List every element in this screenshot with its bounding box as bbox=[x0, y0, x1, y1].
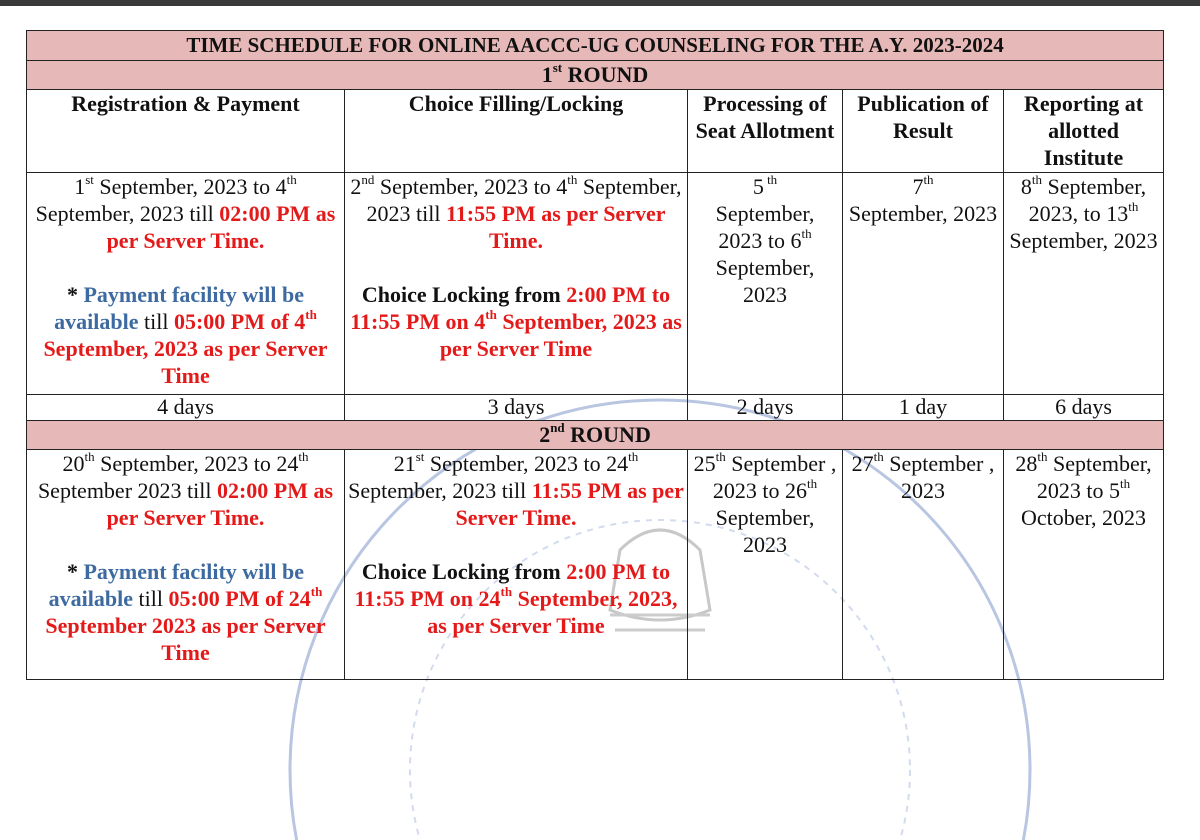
duration-reporting: 6 days bbox=[1004, 395, 1164, 421]
r2-choice-cell: 21st September, 2023 to 24th September, 2023 till 11:55 PM as per Server Time. Choice Locking from 2:00 PM to 11:55 PM on 24th September, 2023, as per Server Time bbox=[345, 450, 688, 680]
column-headers bbox=[27, 90, 1164, 173]
header-choice-filling: Choice Filling/Locking bbox=[345, 90, 688, 173]
r1-choice-cell: 2nd September, 2023 to 4th September, 2023 till 11:55 PM as per Server Time. Choice Locking from 2:00 PM to 11:55 PM on 4th September, 2023 as per Server Time bbox=[345, 173, 688, 395]
header-publication: Publication of Result bbox=[843, 90, 1004, 173]
header-registration: Registration & Payment bbox=[27, 90, 345, 173]
r1-result-cell: 7th September, 2023 bbox=[843, 173, 1004, 395]
duration-registration: 4 days bbox=[27, 395, 345, 421]
table-title: TIME SCHEDULE FOR ONLINE AACCC-UG COUNSELING FOR THE A.Y. 2023-2024 bbox=[27, 31, 1164, 61]
r1-reporting-cell: 8th September, 2023, to 13th September, 2023 bbox=[1004, 173, 1164, 395]
round-1-label: 1st ROUND bbox=[27, 61, 1164, 90]
duration-result: 1 day bbox=[843, 395, 1004, 421]
duration-choice: 3 days bbox=[345, 395, 688, 421]
header-processing: Processing of Seat Allotment bbox=[688, 90, 843, 173]
round-2-row bbox=[27, 450, 1164, 680]
r2-processing-cell: 25th September , 2023 to 26th September, 2023 bbox=[688, 450, 843, 680]
header-reporting: Reporting at allotted Institute bbox=[1004, 90, 1164, 173]
round-2-label: 2nd ROUND bbox=[27, 421, 1164, 450]
round-1-durations bbox=[27, 395, 1164, 421]
r2-reporting-cell: 28th September, 2023 to 5th October, 2023 bbox=[1004, 450, 1164, 680]
r1-registration-cell: 1st September, 2023 to 4th September, 2023 till 02:00 PM as per Server Time. * Payment facility will be available till 05:00 PM of 4th September, 2023 as per Server Time bbox=[27, 173, 345, 395]
duration-processing: 2 days bbox=[688, 395, 843, 421]
r2-registration-cell: 20th September, 2023 to 24th September 2023 till 02:00 PM as per Server Time. * Payment facility will be available till 05:00 PM of 24th September 2023 as per Server Time bbox=[27, 450, 345, 680]
top-border bbox=[0, 0, 1200, 6]
r2-result-cell: 27th September , 2023 bbox=[843, 450, 1004, 680]
schedule-table bbox=[26, 30, 1164, 680]
r1-processing-cell: 5 $^{th}$ September, 2023 to 6th September, 2023 bbox=[688, 173, 843, 395]
round-1-row bbox=[27, 173, 1164, 395]
